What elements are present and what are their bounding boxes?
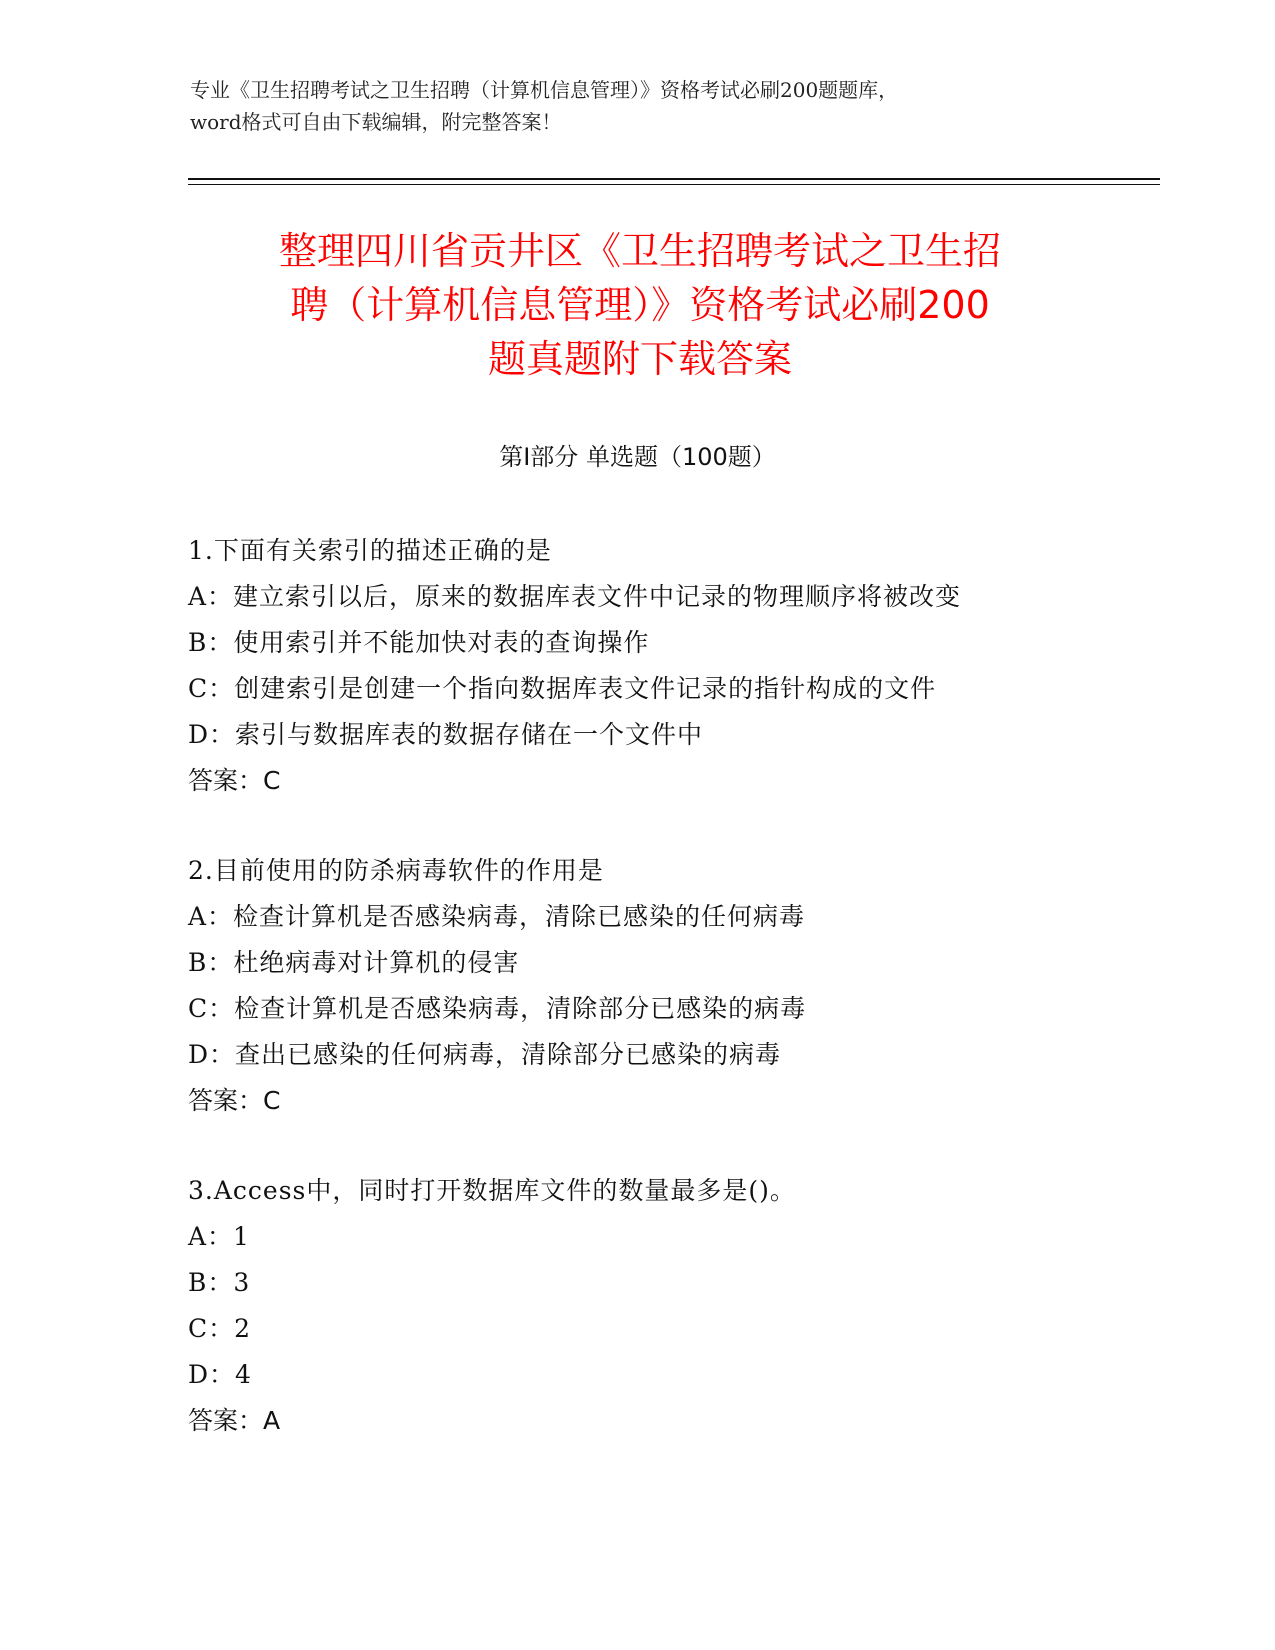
- question-1: [188, 528, 1148, 804]
- answer-line: 答案：A: [188, 1406, 281, 1435]
- header-note: [190, 74, 1090, 138]
- option-d: D：查出已感染的任何病毒，清除部分已感染的病毒: [188, 1040, 782, 1069]
- document-title-line-3: 题真题附下载答案: [487, 337, 792, 381]
- question-3: [188, 1168, 1148, 1444]
- document-title-line-1: 整理四川省贡井区《卫生招聘考试之卫生招: [278, 229, 1001, 273]
- option-b: B：杜绝病毒对计算机的侵害: [188, 948, 520, 977]
- question-stem: 3.Access中，同时打开数据库文件的数量最多是()。: [188, 1176, 796, 1205]
- section-title: 第Ⅰ部分 单选题（100题）: [499, 443, 776, 471]
- option-a: A：建立索引以后，原来的数据库表文件中记录的物理顺序将被改变: [188, 582, 962, 611]
- option-b: B：3: [188, 1268, 251, 1297]
- header-note-line-2: word格式可自由下载编辑，附完整答案！: [190, 110, 562, 134]
- answer-line: 答案：C: [188, 1086, 281, 1115]
- option-b: B：使用索引并不能加快对表的查询操作: [188, 628, 650, 657]
- option-d: D：索引与数据库表的数据存储在一个文件中: [188, 720, 704, 749]
- option-c: C：创建索引是创建一个指向数据库表文件记录的指针构成的文件: [188, 674, 937, 703]
- option-d: D：4: [188, 1360, 252, 1389]
- question-stem: 2.目前使用的防杀病毒软件的作用是: [188, 856, 604, 885]
- document-title-line-2: 聘（计算机信息管理）》资格考试必刷200: [290, 283, 990, 327]
- header-note-line-1: 专业《卫生招聘考试之卫生招聘（计算机信息管理）》资格考试必刷200题题库，: [190, 78, 899, 102]
- question-2: [188, 848, 1148, 1124]
- option-a: A：1: [188, 1222, 250, 1251]
- option-c: C：检查计算机是否感染病毒，清除部分已感染的病毒: [188, 994, 807, 1023]
- document-title: [170, 224, 1110, 386]
- answer-line: 答案：C: [188, 766, 281, 795]
- question-stem: 1.下面有关索引的描述正确的是: [188, 536, 552, 565]
- header-divider-thick: [188, 178, 1160, 180]
- header-divider-thin: [188, 184, 1160, 185]
- option-a: A：检查计算机是否感染病毒，清除已感染的任何病毒: [188, 902, 806, 931]
- option-c: C：2: [188, 1314, 252, 1343]
